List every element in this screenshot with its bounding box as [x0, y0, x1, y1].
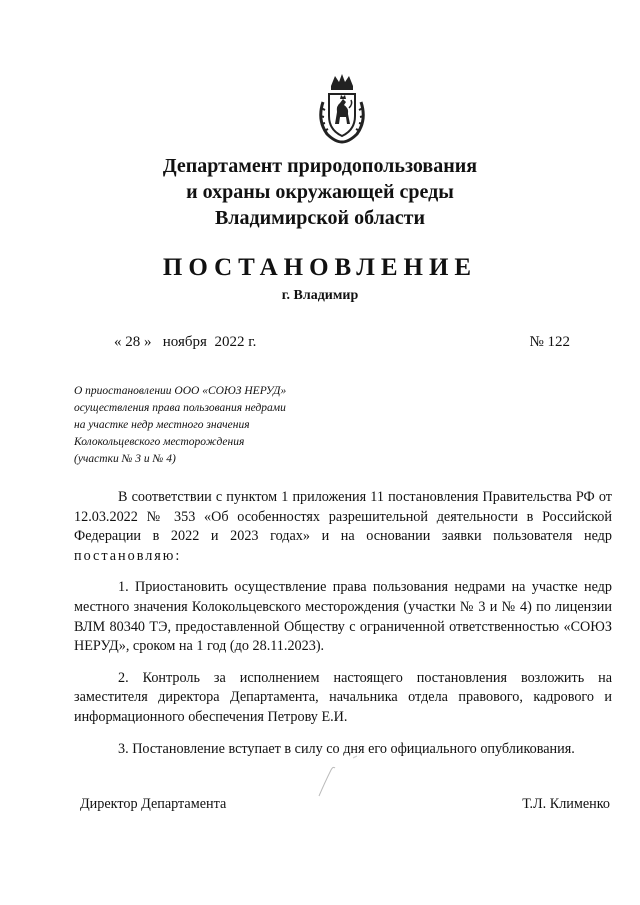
decree-title: ПОСТАНОВЛЕНИЕ	[162, 254, 478, 281]
item-paragraph-2: 2. Контроль за исполнением настоящего постановления возложить на заместителя директора Департамента, начальника отдела правового, кадрового и информационного обеспечения Петрову Е.И.	[74, 669, 612, 725]
vladimir-region-coat-of-arms-icon	[313, 72, 371, 144]
department-line-1: Департамент природопользования	[162, 155, 478, 177]
decree-number: № 122	[529, 334, 570, 350]
decree-date	[114, 334, 256, 351]
item-paragraph-3: 3. Постановление вступает в силу со дня его официального опубликования.	[118, 740, 575, 757]
subject-line: на участке недр местного значения	[74, 419, 250, 431]
item-paragraph-1: 1. Приостановить осуществление права пользования недрами на участке недр местного значения Колокольцевского месторождения (участки № 3 и № 4) по лицензии ВЛМ 80340 ТЭ, предоставленной Обществу с ограниченной ответственностью «СОЮЗ НЕРУД», сроком на 1 год (до 28.11.2023).	[74, 579, 612, 655]
subject-line: (участки № 3 и № 4)	[74, 453, 176, 465]
subject-line: осуществления права пользования недрами	[74, 402, 286, 414]
date-month: ноября	[162, 334, 207, 350]
preamble-paragraph	[74, 488, 612, 566]
signatory-name: Т.Л. Клименко	[522, 796, 610, 812]
subject-line: О приостановлении ООО «СОЮЗ НЕРУД»	[74, 385, 287, 397]
department-line-2: и охраны окружающей среды	[186, 181, 454, 203]
date-year: 2022 г.	[214, 334, 257, 350]
handwritten-signature	[305, 752, 385, 802]
decree-subject	[74, 383, 374, 468]
date-day: « 28 »	[114, 334, 152, 350]
preamble-keyword: постановляю:	[74, 547, 182, 564]
decree-body	[74, 488, 612, 759]
department-name	[0, 153, 640, 231]
decree-city: г. Владимир	[281, 288, 359, 303]
signatory-position: Директор Департамента	[80, 796, 227, 812]
subject-line: Колокольцевского месторождения	[74, 436, 245, 448]
preamble-text: В соответствии с пунктом 1 приложения 11 постановления Правительства РФ от 12.03.2022 № 353 «Об особенностях разрешительной деятельности в Российской Федерации в 2022 и 2023 годах» и на основании заявки пользователя недр	[74, 489, 612, 545]
department-line-3: Владимирской области	[214, 207, 426, 229]
